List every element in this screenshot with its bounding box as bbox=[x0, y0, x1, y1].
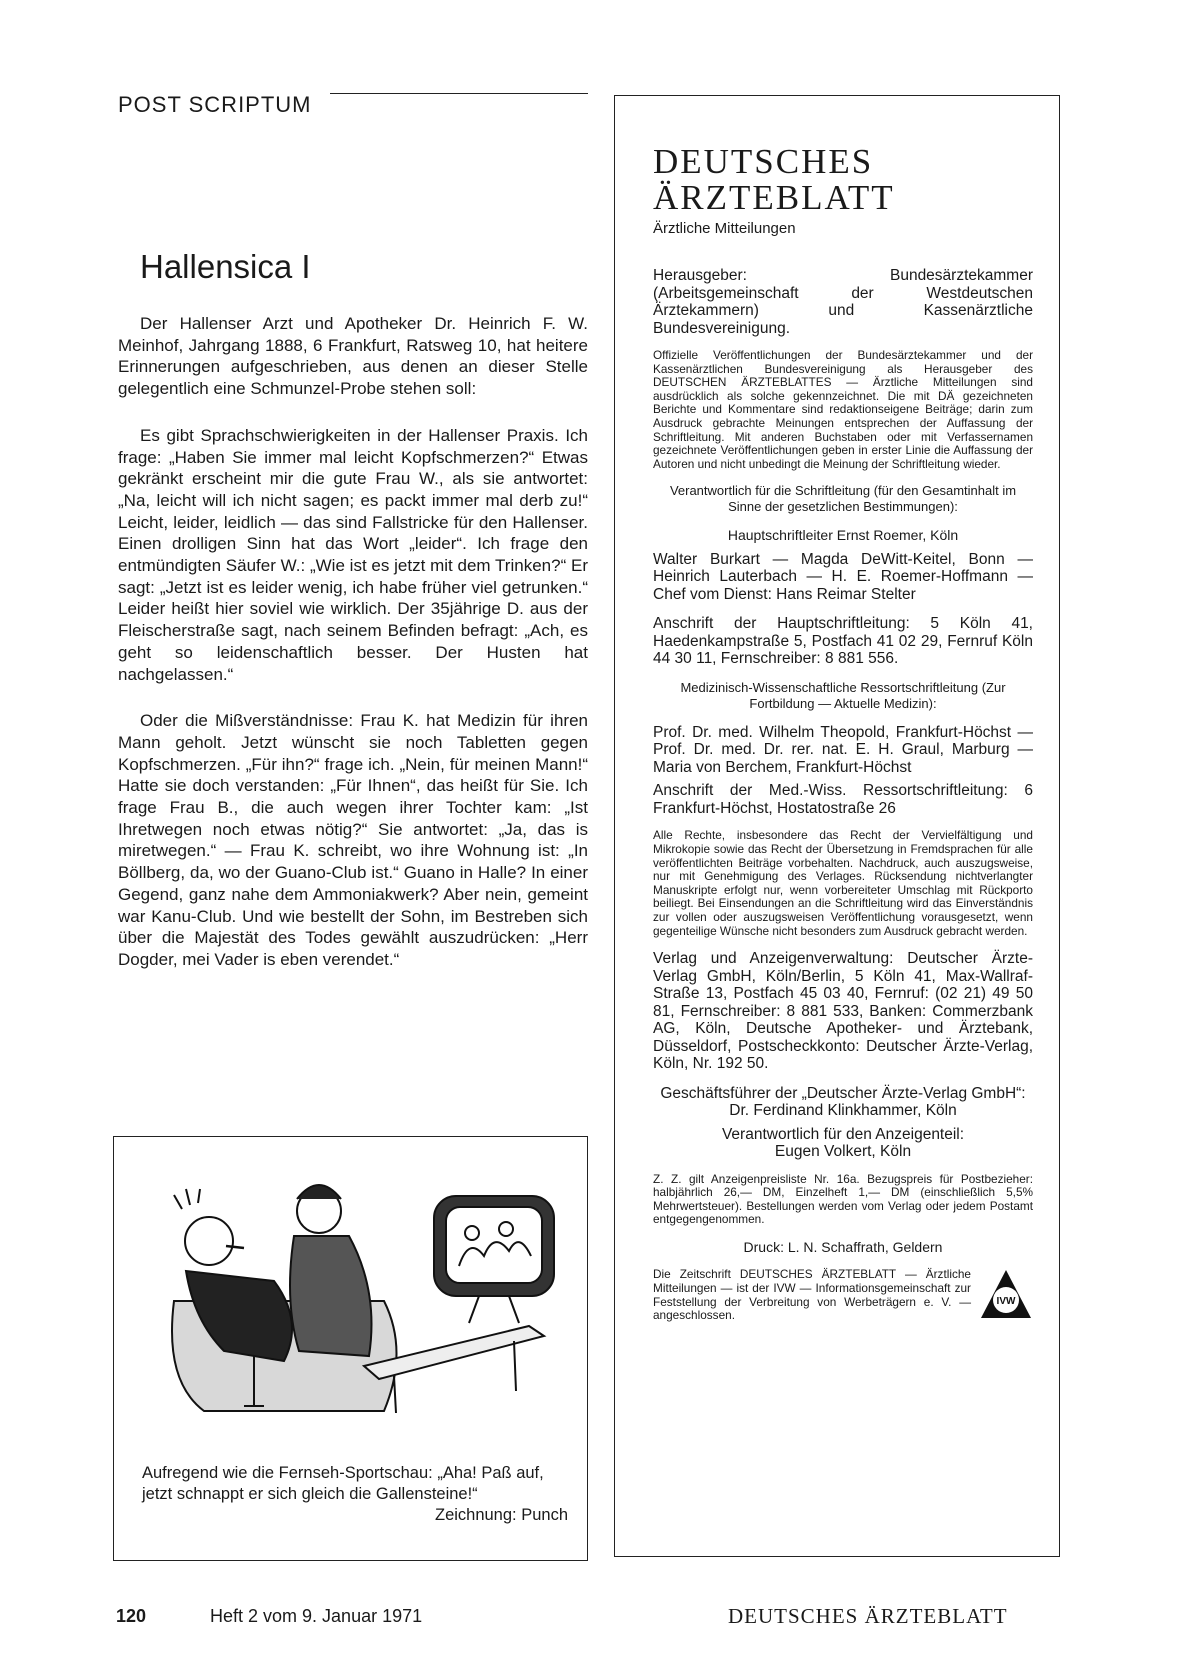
ivw-logo-icon bbox=[979, 1268, 1033, 1322]
editors: Walter Burkart — Magda DeWitt-Keitel, Bonn — Heinrich Lauterbach — H. E. Roemer-Hoffmann — Chef vom Dienst: Hans Reimar Stelter bbox=[653, 550, 1033, 603]
cartoon-illustration bbox=[134, 1151, 564, 1451]
imprint-box bbox=[614, 95, 1060, 1557]
page-number: 120 bbox=[116, 1606, 147, 1626]
responsible-heading: Verantwortlich für die Schriftleitung (für den Gesamtinhalt im Sinne der gesetzlichen Bestimmungen): bbox=[669, 483, 1017, 515]
medical-editors: Prof. Dr. med. Wilhelm Theopold, Frankfurt-Höchst — Prof. Dr. med. Dr. rer. nat. E. H. Graul, Marburg — Maria von Berchem, Frankfurt-Höchst bbox=[653, 723, 1033, 776]
official-notice: Offizielle Veröffentlichungen der Bundesärztekammer und der Kassenärztlichen Bundesvereinigung als Herausgeber des DEUTSCHEN ÄRZTEBLATTES — Ärztliche Mitteilungen sind ausdrücklich als solche gekennzeichnet. Die mit DÄ gezeichneten Berichte und Kommentare sind redaktionseigene Beiträge; darin zum Ausdruck gebrachte Meinungen entsprechen der Auffassung der Schriftleitung. Mit anderen Buchstaben oder mit Verfassernamen gezeichnete Veröffentlichungen geben in erster Linie die Auffassung der Autoren und nicht unbedingt die Meinung der Schriftleitung wieder. bbox=[653, 348, 1033, 471]
medical-heading: Medizinisch-Wissenschaftliche Ressortschriftleitung (Zur Fortbildung — Aktuelle Medizin): bbox=[680, 679, 1006, 711]
pricing-info: Z. Z. gilt Anzeigenpreisliste Nr. 16a. Bezugspreis für Postbezieher: halbjährlich 26,— DM, Einzelheft 1,— DM (einschließlich 5,5% Mehrwertsteuer). Bestellungen werden vom Verlag oder jedem Postamt entgegengenommen. bbox=[653, 1171, 1033, 1227]
section-label: POST SCRIPTUM bbox=[118, 92, 312, 117]
issue-info: Heft 2 vom 9. Januar 1971 bbox=[210, 1606, 423, 1626]
article-paragraph: Oder die Mißverständnisse: Frau K. hat Medizin für ihren Mann geholt. Jetzt wünscht sie noch Tabletten gegen Kopfschmerzen. „Für ihn?“ frage ich. „Nein, für meinen Mann!“ Hatte sie doch verstanden: „Für Ihnen“, das heißt für Sie. Ich frage Frau B., die auch wegen ihrer Tochter kam: „Ist Ihretwegen noch etwas nötig?“ Sie antwortet: „Ja, das is miretwegen.“ — Frau K. schreibt, wo ihre Wohnung ist: „In Böllberg, da, wo der Guano-Club ist.“ Guano in Halle? In einer Gegend, ganz nahe dem Ammoniakwerk? Aber nein, gemeint war Kanu-Club. Und wie bestellt der Sohn, im Bestreben sich über die Majestät des Todes gewählt auszudrücken: „Herr Dogder, mei Vader is eben verendet.“ bbox=[118, 711, 588, 969]
publisher-address: Verlag und Anzeigenverwaltung: Deutscher Ärzte-Verlag GmbH, Köln/Berlin, 5 Köln 41, Max-Wallraf-Straße 13, Postfach 45 03 40, Fernruf: (02 21) 49 50 81, Fernschreiber: 8 881 533, Banken: Commerzbank AG, Köln, Deutsche Apotheker- und Ärztebank, Düsseldorf, Postscheckkonto: Deutscher Ärzte-Verlag, Köln, Nr. 192 50. bbox=[653, 950, 1033, 1073]
ads-responsible bbox=[653, 1126, 1033, 1161]
cartoon-credit: Zeichnung: Punch bbox=[434, 1506, 568, 1524]
ads-heading: Verantwortlich für den Anzeigenteil: bbox=[721, 1125, 965, 1143]
main-address: Anschrift der Hauptschriftleitung: 5 Köln 41, Haedenkampstraße 5, Postfach 41 02 29, Fernruf Köln 44 30 11, Fernschreiber: 8 881 556. bbox=[653, 615, 1033, 668]
medical-address: Anschrift der Med.-Wiss. Ressortschriftleitung: 6 Frankfurt-Höchst, Hostatostraße 26 bbox=[653, 782, 1033, 817]
ivw-row bbox=[653, 1268, 1033, 1322]
ads-person: Eugen Volkert, Köln bbox=[774, 1143, 912, 1161]
publisher-info: Herausgeber: Bundesärztekammer (Arbeitsgemeinschaft der Westdeutschen Ärztekammern) und Kassenärztliche Bundesvereinigung. bbox=[653, 267, 1033, 337]
print-info: Druck: L. N. Schaffrath, Geldern bbox=[743, 1238, 943, 1255]
section-divider bbox=[330, 93, 588, 94]
masthead-subtitle: Ärztliche Mitteilungen bbox=[653, 220, 796, 237]
article-paragraph: Der Hallenser Arzt und Apotheker Dr. Heinrich F. W. Meinhof, Jahrgang 1888, 6 Frankfurt, Ratsweg 10, hat heitere Erinnerungen aufgeschrieben, aus denen an dieser Stelle gelegentlich eine Schmunzel-Probe stehen soll: bbox=[118, 314, 588, 399]
masthead-title-line: DEUTSCHES bbox=[653, 142, 874, 181]
masthead-title bbox=[653, 144, 1033, 216]
cartoon-caption bbox=[142, 1463, 568, 1526]
cartoon-caption-text: Aufregend wie die Fernseh-Sportschau: „Aha! Paß auf, jetzt schnappt er sich gleich die Gallensteine!“ bbox=[142, 1464, 544, 1503]
chief-editor: Hauptschriftleiter Ernst Roemer, Köln bbox=[727, 527, 959, 544]
cartoon-box bbox=[113, 1136, 588, 1561]
article-title: Hallensica I bbox=[140, 248, 311, 285]
masthead-title-line: ÄRZTEBLATT bbox=[653, 178, 895, 217]
ivw-logo-text: IVW bbox=[996, 1296, 1016, 1308]
ivw-notice: Die Zeitschrift DEUTSCHES ÄRZTEBLATT — Ärztliche Mitteilungen — ist der IVW — Informationsgemeinschaft zur Feststellung der Verbreitung von Werbeträgern e. V. — angeschlossen. bbox=[653, 1267, 971, 1323]
article-paragraph: Es gibt Sprachschwierigkeiten in der Hallenser Praxis. Ich frage: „Haben Sie immer mal leicht Kopfschmerzen?“ Etwas gekränkt erscheint mir die gute Frau W., als sie antwortet: „Na, leicht will ich nicht sagen; es packt immer mal derb zu!“ Leicht, leider, leidlich — das sind Fallstricke für den Hallenser. Einen drolligen Sinn hat das Wort „leider“. Ich frage den entmündigten Säufer W.: „Wie ist es jetzt mit dem Trinken?“ Er sagt: „Jetzt ist es leider wenig, ich habe früher viel getrunken.“ Leider heißt hier soviel wie wirklich. Der 35jährige D. aus der Fleischerstraße sagt, nach seinem Befinden befragt: „Ach, es geht so leidenschaftlich besser. Der Husten hat nachgelassen.“ bbox=[118, 425, 588, 684]
article-body bbox=[118, 313, 588, 996]
rights-notice: Alle Rechte, insbesondere das Recht der Vervielfältigung und Mikrokopie sowie das Recht der Übersetzung in Fremdsprachen für alle veröffentlichten Beiträge vorbehalten. Nachdruck, auch auszugsweise, nur mit Genehmigung des Verlages. Rücksendung nichtverlangter Manuskripte erfolgt nur, wenn vorbereiteter Umschlag mit Rückporto beiliegt. Bei Einsendungen an die Schriftleitung wird das Einverständnis zur vollen oder auszugsweisen Veröffentlichung vorausgesetzt, wenn gegenteilige Wünsche nicht besonders zum Ausdruck gebracht werden. bbox=[653, 828, 1033, 938]
managing-director: Geschäftsführer der „Deutscher Ärzte-Verlag GmbH“: Dr. Ferdinand Klinkhammer, Köln bbox=[660, 1084, 1026, 1120]
footer-brand: DEUTSCHES ÄRZTEBLATT bbox=[728, 1604, 1008, 1628]
